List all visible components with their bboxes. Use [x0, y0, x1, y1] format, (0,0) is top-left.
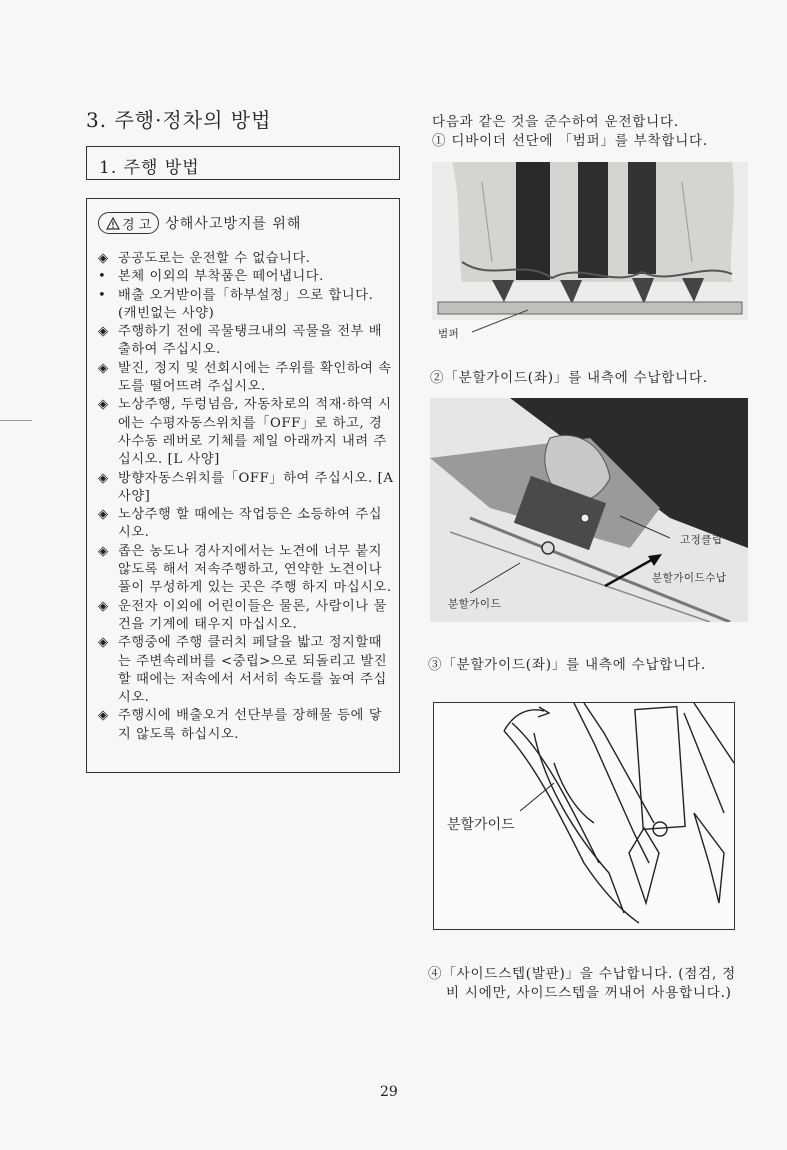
step-3-text: ③「분할가이드(좌)」를 내측에 수납합니다.: [428, 657, 706, 673]
bumper-illustration: [432, 162, 748, 320]
warning-item: ◈ 노상주행 할 때에는 작업등은 소등하여 주십시오.: [98, 507, 383, 541]
split-guide-storage-illustration: [430, 398, 748, 622]
warning-item: ◈ 좁은 농도나 경사지에서는 노견에 너무 붙지 않도록 해서 저속주행하고, 연약한 노견이나 풀이 무성하게 있는 곳은 주행 하지 마십시오.: [98, 543, 392, 596]
guide-storage-caption: 분할가이드수납: [652, 572, 727, 584]
warning-item: ◈ 주행시에 배출오거 선단부를 장해물 등에 닿지 않도록 하십시오.: [98, 708, 383, 742]
split-guide-drawing-caption: 분할가이드: [447, 817, 515, 833]
warning-item: ◈ 공공도로는 운전할 수 없습니다.: [98, 251, 311, 266]
warning-item: ◈ 운전자 이외에 어린이들은 물론, 사람이나 물건을 기계에 태우지 마십시오.: [98, 598, 387, 632]
warning-item: ◈ 주행하기 전에 곡물탱크내의 곡물을 전부 배출하여 주십시오.: [98, 324, 383, 358]
margin-mark: [0, 420, 32, 421]
split-guide-caption: 분할가이드: [448, 598, 502, 610]
step-2-text: ②「분할가이드(좌)」를 내측에 수납합니다.: [430, 370, 708, 386]
warning-badge-label: 경 고: [122, 217, 152, 233]
warning-item: • 본체 이외의 부착품은 떼어냅니다.: [98, 269, 324, 285]
warning-list: [98, 250, 394, 744]
warning-badge: [98, 212, 159, 234]
warning-triangle-icon: [106, 217, 120, 230]
bumper-photo: [432, 162, 748, 320]
warning-item: ◈ 방향자동스위치를「OFF」하여 주십시오. [A사양]: [98, 470, 394, 504]
bumper-caption: 범퍼: [438, 328, 460, 340]
bumper-leader-line: [470, 308, 530, 334]
split-guide-storage-photo: [430, 398, 748, 622]
warning-item: ◈ 발진, 정지 및 선회시에는 주위를 확인하여 속도를 떨어뜨려 주십시오.: [98, 360, 392, 395]
step-4-line-1: ④「사이드스텝(발판)」을 수납합니다. (점검, 정: [428, 966, 737, 982]
fixing-clip-caption: 고정클립: [680, 534, 723, 546]
warning-title: 상해사고방지를 위해: [165, 216, 302, 232]
step-1-text: ① 디바이더 선단에 「범퍼」를 부착합니다.: [432, 133, 708, 149]
warning-item: • 배출 오거받이를「하부설정」으로 합니다. (캐빈없는 사양): [98, 287, 374, 321]
page-number: 29: [380, 1084, 398, 1100]
warning-item: ◈ 노상주행, 두렁넘음, 자동차로의 적재·하역 시에는 수평자동스위치를「OFF」로 하고, 경사수동 레버로 기체를 제일 아래까지 내려 주십시오. [L 사양]: [98, 397, 392, 468]
warning-item: ◈ 주행중에 주행 클러치 페달을 밟고 정지할때는 주변속레버를 <중립>으로 되돌리고 발진할 때에는 저속에서 서서히 속도를 높여 주십시오.: [98, 635, 388, 706]
section-title: 3. 주행·정차의 방법: [86, 108, 272, 132]
warning-header: [98, 212, 301, 234]
intro-text: 다음과 같은 것을 준수하여 운전합니다.: [432, 114, 679, 130]
subsection-title: 1. 주행 방법: [86, 146, 400, 180]
step-4-line-2: 비 시에만, 사이드스텝을 꺼내어 사용합니다.): [446, 985, 732, 1001]
